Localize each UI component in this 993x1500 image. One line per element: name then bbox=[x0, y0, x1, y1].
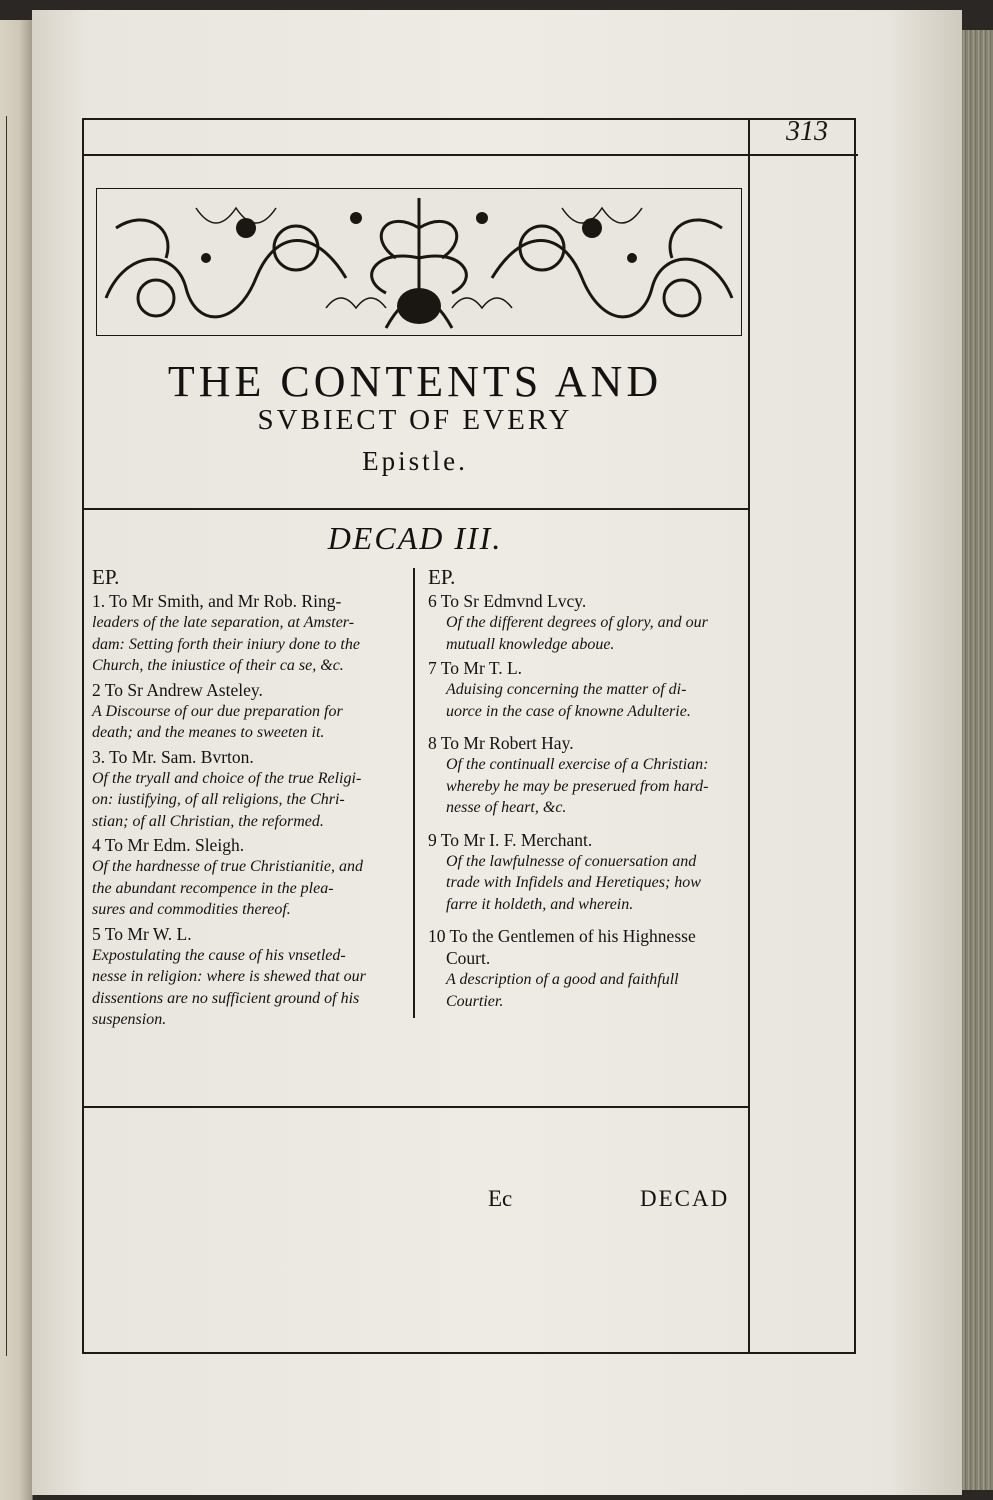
facing-page-rule bbox=[6, 116, 7, 1356]
epistle-recipient: 6 To Sr Edmvnd Lvcy. bbox=[428, 591, 587, 611]
epistle-entry bbox=[428, 829, 746, 916]
column-heading: EP. bbox=[428, 565, 456, 589]
signature-mark: Ec bbox=[488, 1186, 513, 1211]
epistle-summary: Church, the iniustice of their ca se, &c. bbox=[92, 657, 344, 674]
epistle-recipient: 5 To Mr W. L. bbox=[92, 923, 192, 944]
epistle-summary: the abundant recompence in the plea- bbox=[92, 879, 334, 897]
column-divider bbox=[413, 568, 415, 1018]
epistle-entry bbox=[92, 923, 404, 1031]
bottom-rule bbox=[84, 1106, 748, 1108]
epistle-summary: trade with Infidels and Heretiques; how bbox=[446, 874, 701, 891]
epistle-summary: sures and commodities thereof. bbox=[92, 901, 291, 918]
margin-rule bbox=[748, 120, 750, 1352]
title-line-3: Epistle. bbox=[362, 446, 468, 476]
epistle-summary: dam: Setting forth their iniury done to the bbox=[92, 635, 360, 653]
epistle-summary: Aduising concerning the matter of di- bbox=[446, 681, 687, 698]
epistle-recipient: 2 To Sr Andrew Asteley. bbox=[92, 679, 263, 700]
epistle-entry bbox=[428, 590, 746, 655]
epistle-entry bbox=[428, 657, 746, 722]
epistle-summary: Courtier. bbox=[446, 992, 504, 1010]
epistle-summary: Of the hardnesse of true Christianitie, and bbox=[92, 858, 363, 875]
epistle-summary: on: iustifying, of all religions, the Chri- bbox=[92, 791, 345, 808]
page-number: 313 bbox=[786, 116, 828, 147]
epistle-summary: Expostulating the cause of his vnsetled- bbox=[92, 946, 346, 964]
epistle-summary: A description of a good and faithfull bbox=[446, 971, 679, 988]
epistle-entry bbox=[428, 732, 746, 819]
epistle-entry bbox=[92, 746, 404, 833]
epistle-summary: Of the lawfulnesse of conuersation and bbox=[446, 852, 697, 870]
epistle-recipient: 8 To Mr Robert Hay. bbox=[428, 733, 574, 753]
woodcut-ornament-icon bbox=[96, 188, 742, 336]
epistle-summary: farre it holdeth, and wherein. bbox=[446, 895, 634, 913]
header-rule-margin bbox=[748, 154, 858, 156]
title-line-2: SVBIECT OF EVERY bbox=[257, 404, 573, 436]
epistle-summary: dissentions are no sufficient ground of his bbox=[92, 989, 360, 1007]
title-line-1: THE CONTENTS AND bbox=[167, 357, 663, 406]
epistle-recipient: 1. To Mr Smith, and Mr Rob. Ring- bbox=[92, 591, 342, 611]
epistle-summary: stian; of all Christian, the reformed. bbox=[92, 812, 324, 830]
page-fore-edge bbox=[962, 30, 993, 1490]
epistle-summary: Of the different degrees of glory, and our bbox=[446, 614, 708, 631]
epistle-recipient: 9 To Mr I. F. Merchant. bbox=[428, 829, 593, 850]
epistle-entry bbox=[92, 679, 404, 744]
facing-page-edge bbox=[0, 20, 33, 1500]
epistle-summary: leaders of the late separation, at Amster- bbox=[92, 614, 355, 631]
epistle-summary: A Discourse of our due preparation for bbox=[92, 702, 343, 720]
catchword: DECAD bbox=[640, 1186, 730, 1211]
epistle-summary: death; and the meanes to sweeten it. bbox=[92, 724, 325, 741]
left-column bbox=[92, 566, 404, 1033]
epistle-recipient: 3. To Mr. Sam. Bvrton. bbox=[92, 746, 254, 767]
epistle-entry bbox=[428, 925, 746, 1012]
column-heading: EP. bbox=[92, 565, 120, 589]
epistle-recipient: 10 To the Gentlemen of his Highnesse bbox=[428, 926, 696, 946]
epistle-recipient: 7 To Mr T. L. bbox=[428, 658, 523, 678]
epistle-summary: Of the tryall and choice of the true Religi- bbox=[92, 769, 362, 787]
epistle-summary: mutuall knowledge aboue. bbox=[446, 635, 615, 653]
epistle-summary: whereby he may be preserued from hard- bbox=[446, 777, 709, 795]
header-rule bbox=[84, 154, 748, 156]
epistle-recipient: 4 To Mr Edm. Sleigh. bbox=[92, 835, 245, 855]
epistle-recipient-continued: Court. bbox=[446, 948, 491, 968]
epistle-summary: nesse of heart, &c. bbox=[446, 799, 567, 816]
decad-heading: DECAD III. bbox=[327, 520, 503, 556]
right-column bbox=[428, 566, 746, 1014]
epistle-entry bbox=[92, 590, 404, 677]
epistle-summary: uorce in the case of knowne Adulterie. bbox=[446, 702, 691, 720]
epistle-entry bbox=[92, 834, 404, 921]
epistle-summary: nesse in religion: where is shewed that our bbox=[92, 968, 366, 985]
epistle-summary: Of the continuall exercise of a Christian: bbox=[446, 756, 709, 773]
title-rule bbox=[84, 508, 748, 510]
epistle-summary: suspension. bbox=[92, 1011, 167, 1028]
